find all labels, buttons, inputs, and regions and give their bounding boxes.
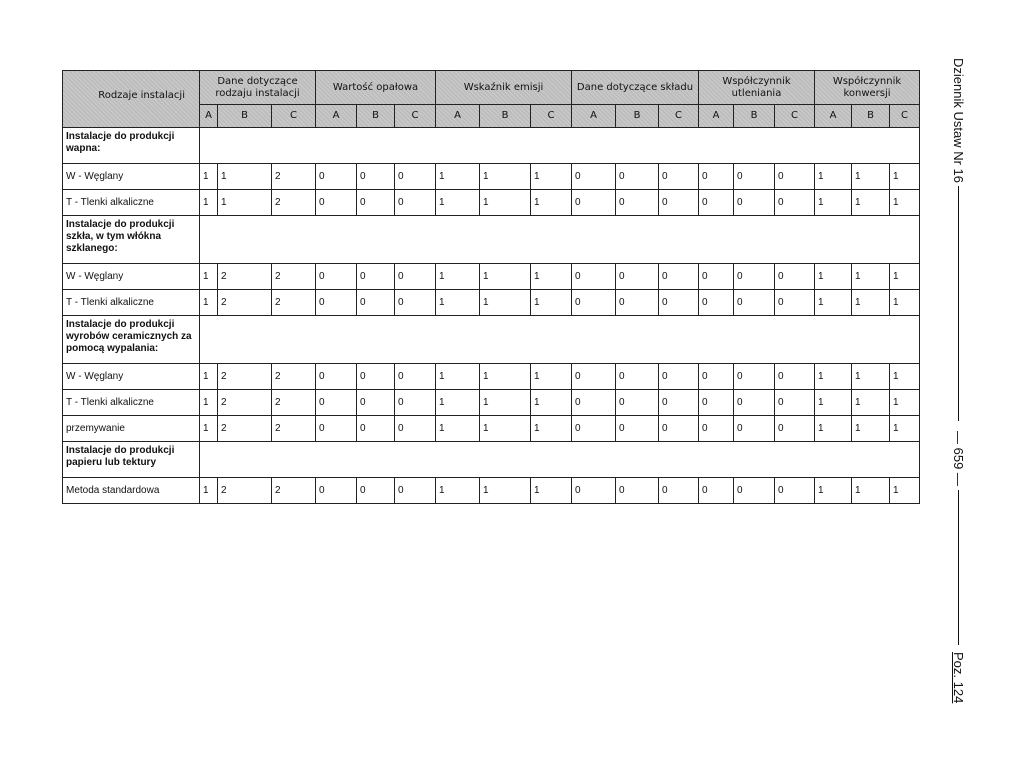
value-cell: 0: [775, 364, 815, 390]
value-cell: 0: [659, 264, 699, 290]
value-cell: 1: [436, 290, 480, 316]
row-header-label: Rodzaje instalacji: [63, 71, 200, 128]
row-label: Metoda standardowa: [63, 478, 200, 504]
value-cell: 0: [316, 416, 357, 442]
value-cell: 0: [616, 390, 659, 416]
value-cell: 1: [815, 164, 852, 190]
value-cell: 0: [699, 290, 734, 316]
value-cell: 1: [852, 264, 890, 290]
value-cell: 1: [815, 190, 852, 216]
value-cell: 1: [531, 190, 572, 216]
group-header-emission-factor: Wskaźnik emisji: [436, 71, 572, 105]
value-cell: 1: [531, 290, 572, 316]
value-cell: 0: [734, 416, 775, 442]
value-cell: 2: [272, 190, 316, 216]
value-cell: 1: [531, 364, 572, 390]
value-cell: 0: [572, 478, 616, 504]
value-cell: 1: [436, 164, 480, 190]
section-row: [63, 442, 920, 478]
value-cell: 1: [890, 164, 920, 190]
value-cell: 0: [357, 416, 395, 442]
value-cell: 1: [200, 164, 218, 190]
value-cell: 1: [890, 478, 920, 504]
value-cell: 2: [272, 364, 316, 390]
value-cell: 1: [890, 416, 920, 442]
value-cell: 0: [699, 364, 734, 390]
value-cell: 0: [616, 364, 659, 390]
page-margin-header: [950, 58, 968, 708]
value-cell: 0: [616, 190, 659, 216]
section-blank-cell: [200, 216, 920, 264]
table-row: [63, 416, 920, 442]
subcol-header: C: [775, 105, 815, 128]
value-cell: 0: [699, 390, 734, 416]
subcol-header: B: [357, 105, 395, 128]
value-cell: 1: [480, 478, 531, 504]
value-cell: 1: [890, 390, 920, 416]
value-cell: 0: [357, 264, 395, 290]
value-cell: 1: [200, 264, 218, 290]
table-row: [63, 364, 920, 390]
value-cell: 1: [200, 478, 218, 504]
position-number: Poz. 124: [951, 652, 967, 704]
row-label: T - Tlenki alkaliczne: [63, 290, 200, 316]
value-cell: 1: [436, 416, 480, 442]
value-cell: 2: [272, 390, 316, 416]
table-row: [63, 264, 920, 290]
value-cell: 1: [815, 416, 852, 442]
subcol-header: B: [480, 105, 531, 128]
value-cell: 0: [616, 290, 659, 316]
table-row: [63, 190, 920, 216]
value-cell: 0: [572, 290, 616, 316]
value-cell: 2: [272, 478, 316, 504]
value-cell: 1: [531, 390, 572, 416]
value-cell: 2: [218, 264, 272, 290]
value-cell: 1: [890, 264, 920, 290]
value-cell: 1: [436, 390, 480, 416]
value-cell: 1: [815, 390, 852, 416]
value-cell: 2: [218, 416, 272, 442]
value-cell: 2: [218, 478, 272, 504]
value-cell: 0: [572, 190, 616, 216]
value-cell: 1: [480, 390, 531, 416]
value-cell: 0: [699, 416, 734, 442]
group-header-composition: Dane dotyczące składu: [572, 71, 699, 105]
value-cell: 2: [272, 164, 316, 190]
value-cell: 0: [699, 164, 734, 190]
value-cell: 0: [659, 390, 699, 416]
value-cell: 1: [480, 364, 531, 390]
row-label: W - Węglany: [63, 164, 200, 190]
value-cell: 1: [852, 190, 890, 216]
subcol-header: A: [572, 105, 616, 128]
value-cell: 0: [616, 164, 659, 190]
section-row: [63, 316, 920, 364]
group-header-installation: Dane dotyczące rodzaju instalacji: [200, 71, 316, 105]
value-cell: 1: [815, 290, 852, 316]
value-cell: 0: [659, 364, 699, 390]
value-cell: 0: [659, 190, 699, 216]
value-cell: 2: [272, 290, 316, 316]
value-cell: 1: [890, 290, 920, 316]
value-cell: 0: [734, 478, 775, 504]
table-row: [63, 290, 920, 316]
subcol-header: B: [734, 105, 775, 128]
value-cell: 1: [531, 478, 572, 504]
value-cell: 1: [852, 164, 890, 190]
value-cell: 0: [572, 416, 616, 442]
row-label: T - Tlenki alkaliczne: [63, 390, 200, 416]
value-cell: 1: [852, 364, 890, 390]
value-cell: 2: [218, 364, 272, 390]
value-cell: 1: [200, 416, 218, 442]
group-header-calorific-value: Wartość opałowa: [316, 71, 436, 105]
value-cell: 0: [734, 164, 775, 190]
header-rule: [958, 186, 959, 421]
value-cell: 0: [395, 478, 436, 504]
subcol-header: C: [395, 105, 436, 128]
value-cell: 1: [531, 416, 572, 442]
subcol-header: C: [659, 105, 699, 128]
value-cell: 0: [734, 190, 775, 216]
value-cell: 0: [395, 364, 436, 390]
value-cell: 0: [699, 264, 734, 290]
value-cell: 0: [316, 190, 357, 216]
value-cell: 0: [395, 416, 436, 442]
value-cell: 2: [272, 264, 316, 290]
value-cell: 1: [480, 164, 531, 190]
value-cell: 0: [395, 390, 436, 416]
value-cell: 1: [815, 264, 852, 290]
group-header-conversion-factor: Współczynnik konwersji: [815, 71, 920, 105]
value-cell: 1: [200, 364, 218, 390]
value-cell: 0: [395, 190, 436, 216]
value-cell: 1: [852, 390, 890, 416]
value-cell: 0: [699, 478, 734, 504]
subcol-header: A: [815, 105, 852, 128]
value-cell: 0: [316, 264, 357, 290]
value-cell: 1: [436, 190, 480, 216]
value-cell: 0: [395, 264, 436, 290]
value-cell: 0: [734, 390, 775, 416]
value-cell: 0: [775, 190, 815, 216]
value-cell: 0: [357, 364, 395, 390]
value-cell: 1: [218, 164, 272, 190]
emission-data-table: [62, 70, 920, 504]
section-title: Instalacje do produkcji papieru lub tektury: [63, 442, 200, 478]
value-cell: 1: [480, 190, 531, 216]
section-blank-cell: [200, 128, 920, 164]
value-cell: 2: [272, 416, 316, 442]
section-title: Instalacje do produkcji wyrobów ceramicznych za pomocą wypalania:: [63, 316, 200, 364]
value-cell: 0: [734, 290, 775, 316]
subcol-header: A: [436, 105, 480, 128]
value-cell: 1: [852, 416, 890, 442]
value-cell: 1: [480, 290, 531, 316]
value-cell: 0: [659, 290, 699, 316]
row-label: W - Węglany: [63, 264, 200, 290]
row-label: T - Tlenki alkaliczne: [63, 190, 200, 216]
value-cell: 0: [775, 416, 815, 442]
value-cell: 1: [531, 164, 572, 190]
value-cell: 1: [890, 190, 920, 216]
value-cell: 0: [572, 264, 616, 290]
value-cell: 1: [436, 264, 480, 290]
table-row: [63, 478, 920, 504]
subcol-header: A: [316, 105, 357, 128]
subcol-header: C: [890, 105, 920, 128]
value-cell: 2: [218, 290, 272, 316]
subcol-header: C: [531, 105, 572, 128]
value-cell: 1: [480, 416, 531, 442]
value-cell: 0: [775, 290, 815, 316]
value-cell: 0: [616, 478, 659, 504]
table-row: [63, 164, 920, 190]
section-blank-cell: [200, 442, 920, 478]
value-cell: 0: [699, 190, 734, 216]
value-cell: 0: [616, 416, 659, 442]
value-cell: 0: [659, 478, 699, 504]
value-cell: 0: [734, 364, 775, 390]
value-cell: 0: [572, 364, 616, 390]
value-cell: 0: [775, 390, 815, 416]
value-cell: 1: [531, 264, 572, 290]
value-cell: 0: [734, 264, 775, 290]
value-cell: 0: [395, 290, 436, 316]
section-row: [63, 128, 920, 164]
subcol-header: C: [272, 105, 316, 128]
value-cell: 0: [659, 416, 699, 442]
subcol-header: B: [218, 105, 272, 128]
value-cell: 1: [480, 264, 531, 290]
value-cell: 0: [357, 190, 395, 216]
header-rule: [958, 490, 959, 645]
value-cell: 0: [357, 290, 395, 316]
value-cell: 1: [218, 190, 272, 216]
value-cell: 2: [218, 390, 272, 416]
value-cell: 1: [200, 290, 218, 316]
subcol-header: A: [200, 105, 218, 128]
value-cell: 1: [852, 478, 890, 504]
value-cell: 1: [200, 390, 218, 416]
value-cell: 0: [316, 290, 357, 316]
value-cell: 0: [316, 164, 357, 190]
subcol-header: B: [852, 105, 890, 128]
value-cell: 1: [815, 364, 852, 390]
value-cell: 0: [357, 164, 395, 190]
table-row: [63, 390, 920, 416]
value-cell: 1: [815, 478, 852, 504]
value-cell: 1: [890, 364, 920, 390]
value-cell: 0: [395, 164, 436, 190]
group-header-oxidation-factor: Współczynnik utleniania: [699, 71, 815, 105]
value-cell: 0: [316, 390, 357, 416]
subcol-header: B: [616, 105, 659, 128]
subcol-header: A: [699, 105, 734, 128]
row-label: W - Węglany: [63, 364, 200, 390]
value-cell: 0: [572, 164, 616, 190]
value-cell: 0: [316, 364, 357, 390]
page-number: — 659 —: [951, 431, 967, 486]
row-label: przemywanie: [63, 416, 200, 442]
value-cell: 1: [852, 290, 890, 316]
value-cell: 1: [436, 364, 480, 390]
value-cell: 0: [775, 478, 815, 504]
value-cell: 0: [775, 164, 815, 190]
journal-title: Dziennik Ustaw Nr 16: [951, 58, 967, 183]
value-cell: 0: [357, 478, 395, 504]
value-cell: 1: [436, 478, 480, 504]
section-title: Instalacje do produkcji szkła, w tym włókna szklanego:: [63, 216, 200, 264]
section-row: [63, 216, 920, 264]
value-cell: 0: [316, 478, 357, 504]
value-cell: 0: [775, 264, 815, 290]
value-cell: 0: [357, 390, 395, 416]
value-cell: 0: [572, 390, 616, 416]
value-cell: 0: [659, 164, 699, 190]
value-cell: 1: [200, 190, 218, 216]
value-cell: 0: [616, 264, 659, 290]
section-blank-cell: [200, 316, 920, 364]
section-title: Instalacje do produkcji wapna:: [63, 128, 200, 164]
